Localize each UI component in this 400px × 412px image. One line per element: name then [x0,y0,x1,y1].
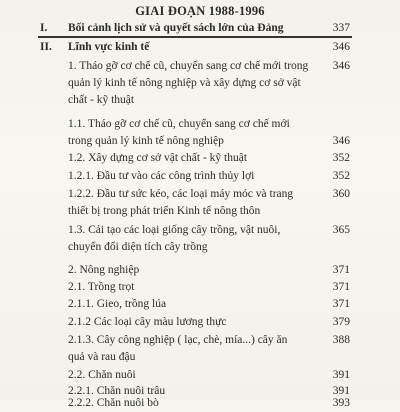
entry-line: 1.2.1. Đầu tư vào các công trình thủy lợi [68,170,255,182]
entry-line: 1. Tháo gỡ cơ chế cũ, chuyển sang cơ chế mới trong [68,60,309,72]
page-number: 391 [332,385,350,397]
entry-line: 2.1. Trồng trọt [68,281,135,293]
page-number: 393 [332,397,350,409]
entry-line: chất - kỹ thuật [68,94,135,106]
section-title: Bối cảnh lịch sử và quyết sách lớn của Đảng [68,22,284,34]
page-number: 371 [332,298,350,310]
page-number: 371 [332,281,350,293]
page-number: 391 [332,369,350,381]
page-number: 388 [332,334,350,346]
entry-line: 1.2. Xây dựng cơ sở vật chất - kỹ thuật [68,152,248,164]
entry-line: 2.2. Chăn nuôi [68,369,136,381]
page-number: 346 [332,60,350,72]
section-numeral: I. [40,22,48,34]
entry-line: quản lý kinh tế nông nghiệp và xây dựng cơ sở vật [68,77,301,89]
page-number: 352 [332,170,350,182]
entry-line: 1.1. Tháo gỡ cơ chế cũ, chuyển sang cơ chế mới [68,118,290,130]
page-number: 365 [332,224,350,236]
entry-line: thiết bị trong phát triển Kinh tế nông thôn [68,205,261,217]
section-heading: GIAI ĐOẠN 1988-1996 [135,4,265,18]
page-number: 337 [332,22,350,34]
entry-line: 1.3. Cải tạo các loại giống cây trồng, vật nuôi, [68,224,281,236]
entry-line: 2.1.2 Các loại cây màu lương thực [68,316,227,328]
entry-line: 2.1.1. Gieo, trồng lúa [68,298,167,310]
divider [38,37,352,38]
entry-line: trong quản lý kinh tế nông nghiệp [68,135,224,147]
entry-line: 1.2.2. Đầu tư sức kéo, các loại máy móc và trang [68,188,294,200]
page-number: 360 [332,188,350,200]
entry-line: chuyển đổi diện tích cây trồng [68,241,208,253]
page-number: 346 [332,135,350,147]
page-number: 346 [332,41,350,53]
entry-line: 2.2.1. Chăn nuôi trâu [68,385,166,397]
entry-line: quả và rau đậu [68,351,136,363]
page-number: 352 [332,152,350,164]
entry-line: 2.2.2. Chăn nuôi bò [68,397,159,409]
section-numeral: II. [40,41,52,53]
page-number: 379 [332,316,350,328]
entry-line: 2. Nông nghiệp [68,264,140,276]
page-number: 371 [332,264,350,276]
entry-line: 2.1.3. Cây công nghiệp ( lạc, chè, mía...) cây ăn [68,334,288,346]
section-title: Lĩnh vực kinh tế [68,41,150,53]
